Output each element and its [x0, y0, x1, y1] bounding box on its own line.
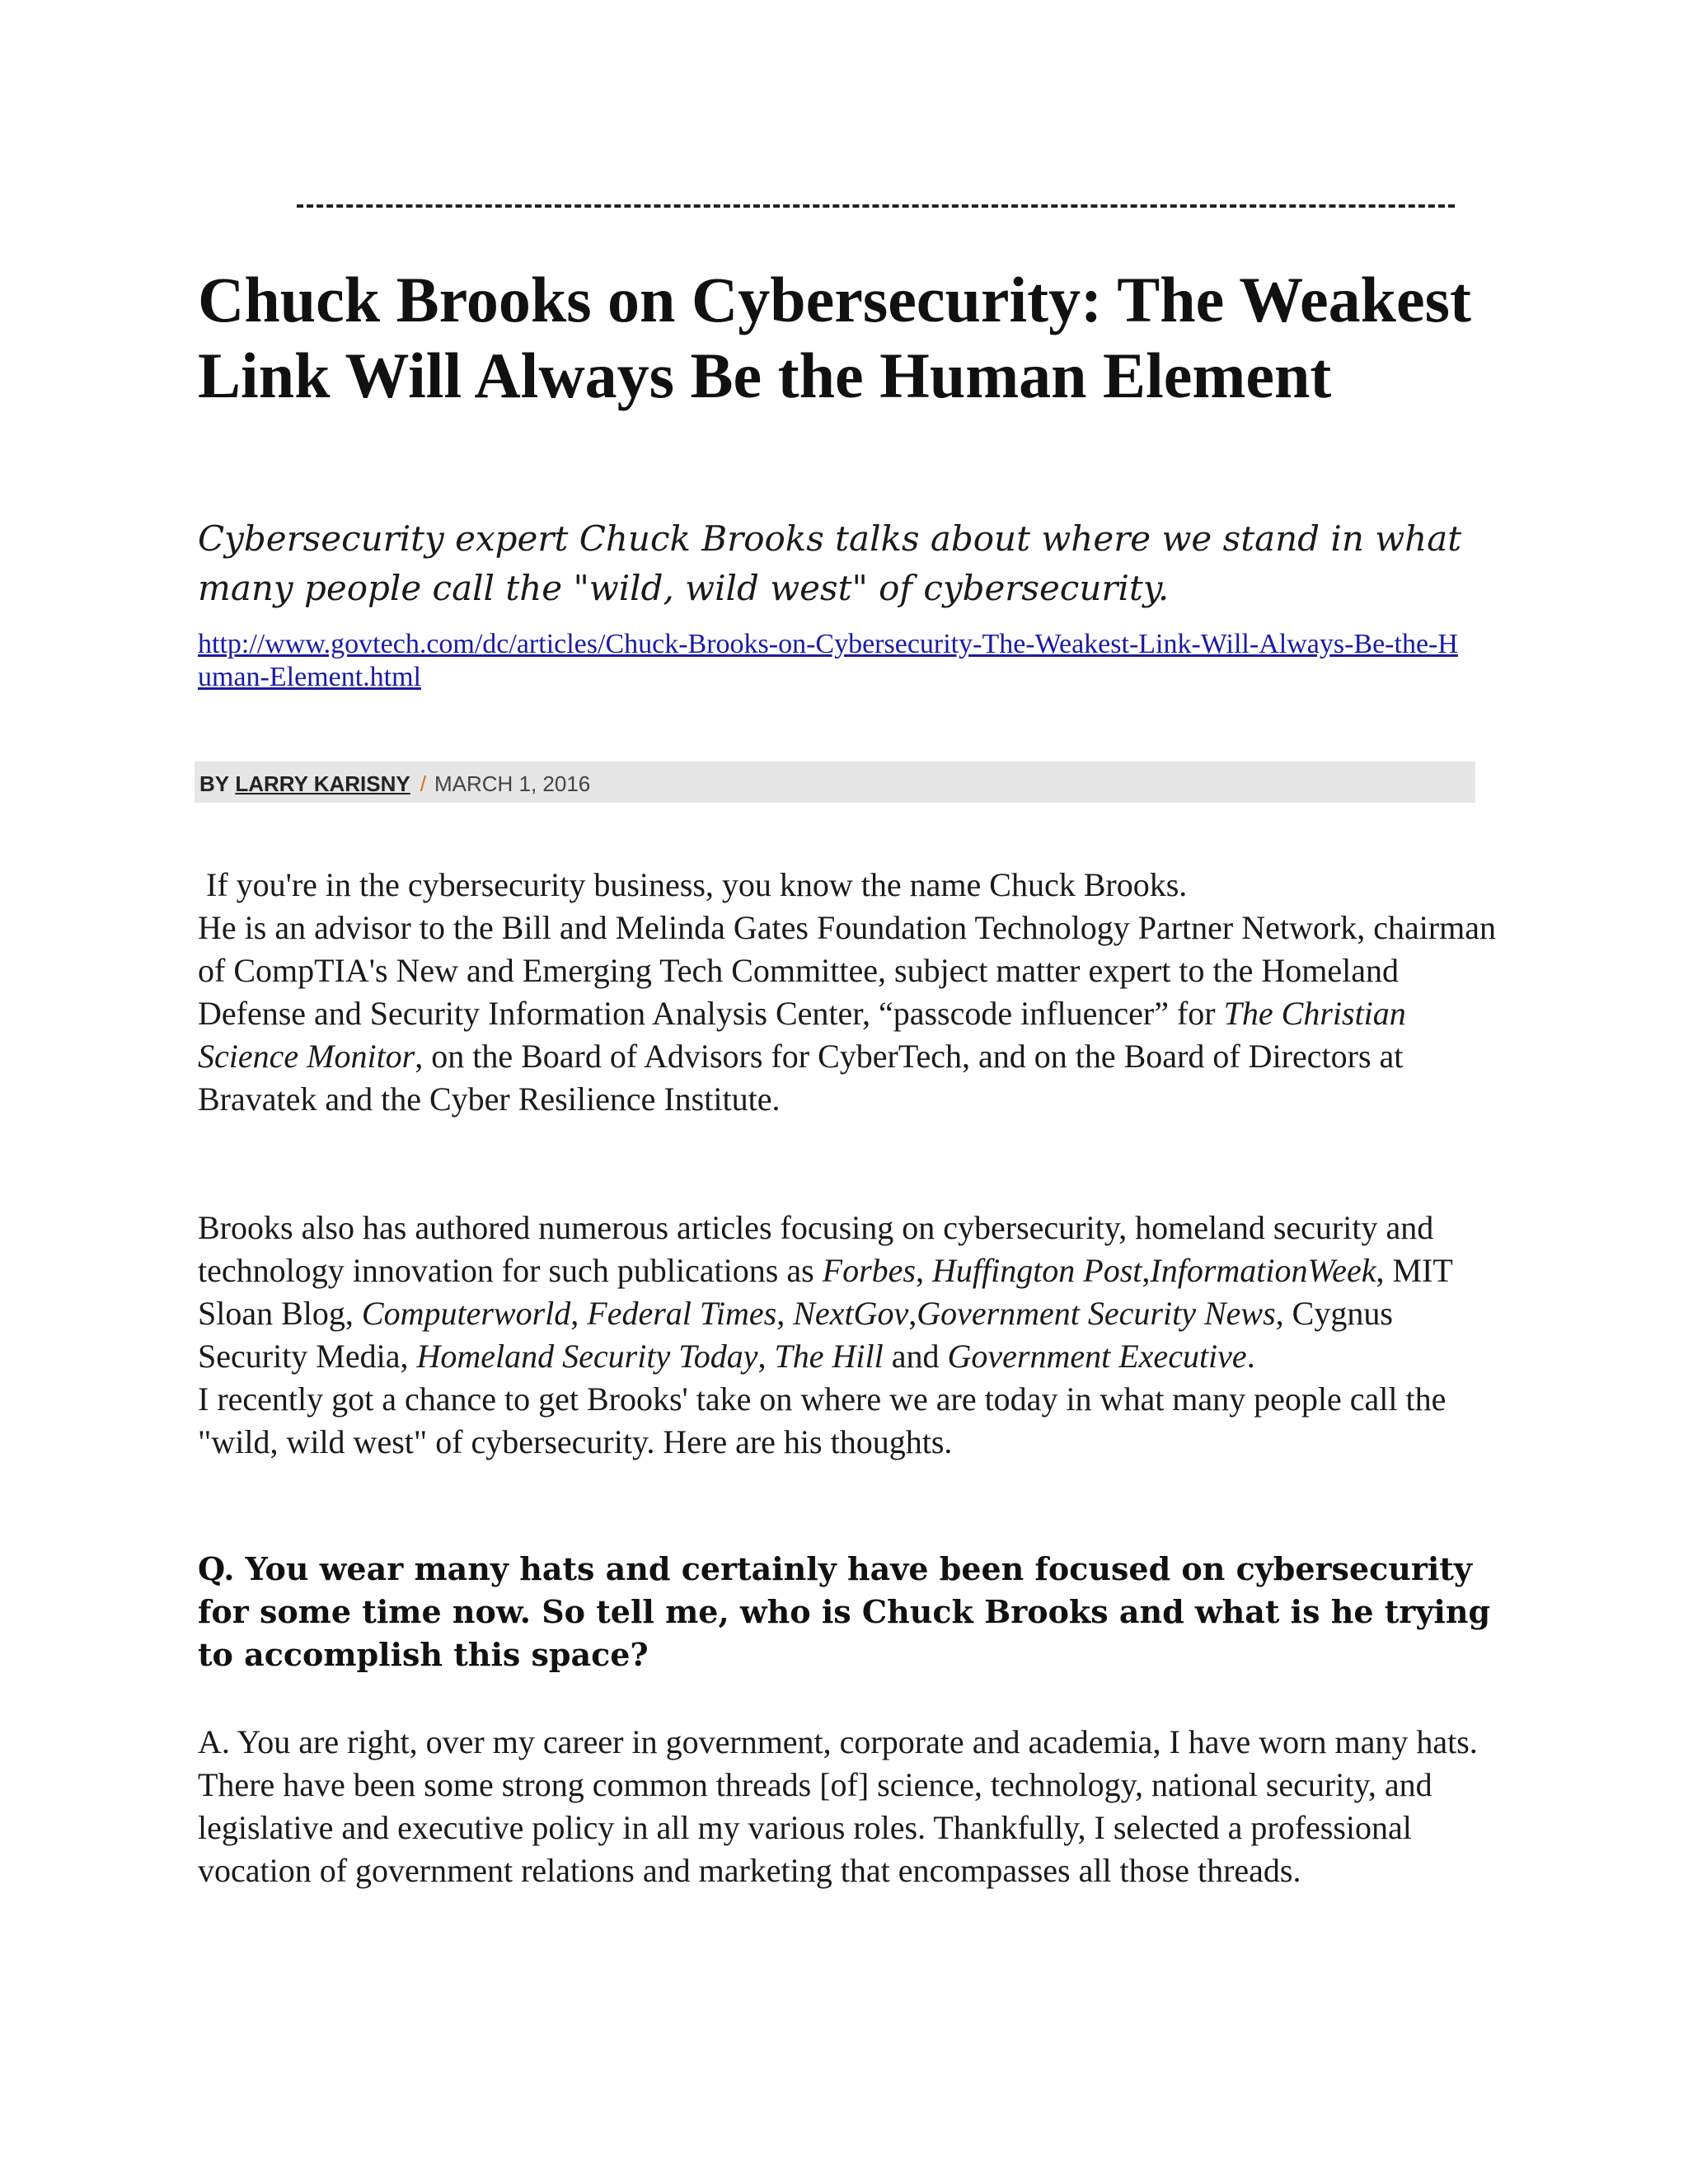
byline-by-label: BY [199, 771, 230, 796]
text-segment: , MIT Sloan Blog, [198, 1252, 1453, 1332]
interview-question: Q. You wear many hats and certainly have been focused on cybersecurity for some time now. So tell me, who is Chuck Brooks and what is he trying to accomplish this space? [198, 1550, 1491, 1673]
byline [199, 771, 590, 796]
article-headline: Chuck Brooks on Cybersecurity: The Weakest Link Will Always Be the Human Element [198, 264, 1471, 411]
interview-answer: A. You are right, over my career in government, corporate and academia, I have worn many hats. There have been some strong common threads [of] science, technology, national security, and legislative and executive policy in all my various roles. Thankfully, I selected a professional vocation of government relations and marketing that encompasses all those threads. [198, 1723, 1478, 1889]
text-segment: , [570, 1295, 588, 1332]
article-subtitle: Cybersecurity expert Chuck Brooks talks about where we stand in what many people call the "wild, wild west" of cybersecurity. [198, 518, 1462, 608]
publication-name: Government Security News [917, 1295, 1276, 1332]
paragraph-intro-lead: If you're in the cybersecurity business, you know the name Chuck Brooks. [206, 866, 1188, 903]
text-segment: . [1246, 1338, 1255, 1375]
publication-name: Forbes [822, 1252, 916, 1289]
text-segment: , [908, 1295, 917, 1332]
text-segment: and [883, 1338, 948, 1375]
paragraph-intro-text-end: , on the Board of Advisors for CyberTech, and on the Board of Directors at Bravatek and the Cyber Resilience Institute. [198, 1038, 1404, 1118]
publication-name: Homeland Security Today [416, 1338, 758, 1375]
publish-date: MARCH 1, 2016 [434, 771, 591, 796]
text-segment: Brooks also has authored numerous articles focusing on cybersecurity, homeland security and technology innovation for such publications as [198, 1209, 1434, 1289]
publication-name: Federal Times [587, 1295, 777, 1332]
source-url-link[interactable]: http://www.govtech.com/dc/articles/Chuck-Brooks-on-Cybersecurity-The-Weakest-Link-Will-Always-Be-the-Human-Element.html [198, 629, 1458, 692]
publication-name: NextGov [793, 1295, 909, 1332]
publication-name: The Christian Science Monitor [198, 995, 1406, 1075]
text-segment: , [1142, 1252, 1151, 1289]
text-segment: , [757, 1338, 775, 1375]
paragraph-closing: I recently got a chance to get Brooks' take on where we are today in what many people call the "wild, wild west" of cybersecurity. Here are his thoughts. [198, 1380, 1447, 1460]
paragraph-intro [198, 864, 1496, 1121]
publication-name: Computerworld [361, 1295, 571, 1332]
text-segment: , Cygnus Security Media, [198, 1295, 1393, 1375]
publication-name: Government Executive [947, 1338, 1247, 1375]
text-segment: , [915, 1252, 932, 1289]
author-link[interactable]: LARRY KARISNY [235, 771, 410, 796]
text-segment: , [776, 1295, 794, 1332]
byline-separator: / [420, 771, 426, 796]
publication-name: InformationWeek [1150, 1252, 1376, 1289]
publication-name: The Hill [774, 1338, 884, 1375]
paragraph-intro-text: He is an advisor to the Bill and Melinda Gates Foundation Technology Partner Network, chairman of CompTIA's New and Emerging Tech Committee, subject matter expert to the Homeland Defense and Security Information Analysis Center, “passcode influencer” for [198, 909, 1496, 1032]
publication-name: Huffington Post [931, 1252, 1142, 1289]
paragraph-publications [198, 1207, 1496, 1464]
dashed-separator [297, 204, 1455, 208]
